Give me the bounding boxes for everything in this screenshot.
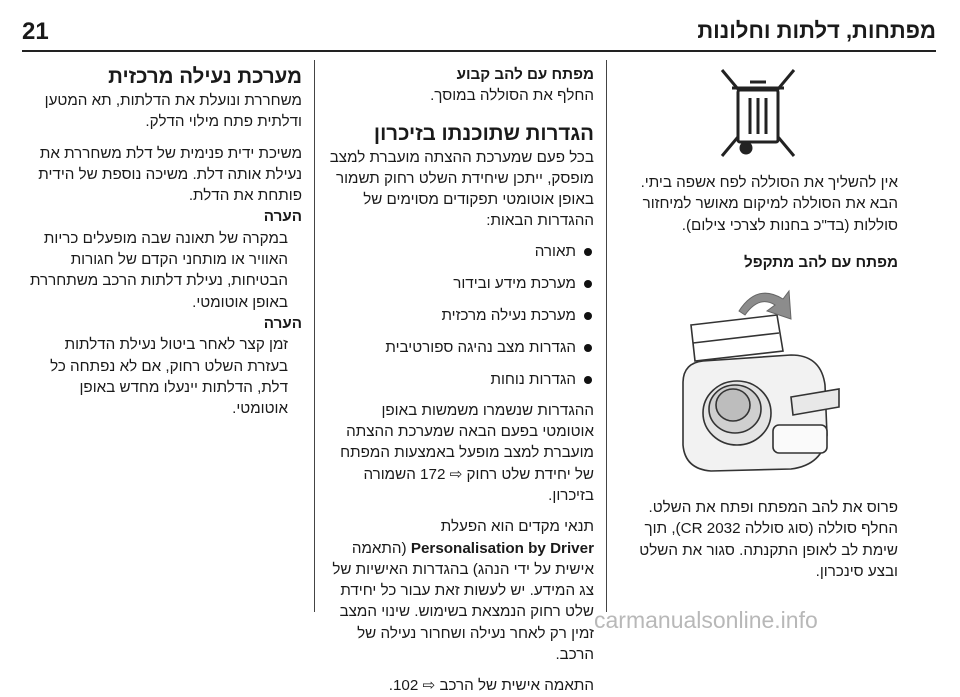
folding-blade-key-subheading: מפתח עם להב מתקפל <box>744 253 898 271</box>
crossed-out-bin-icon <box>708 64 808 164</box>
column-divider <box>314 60 315 612</box>
settings-list <box>326 236 594 396</box>
running-head: מפתחות, דלתות וחלונות <box>697 18 936 43</box>
list-item: תאורה <box>326 236 594 268</box>
memorised-settings-heading: הגדרות שתוכנתו בזיכרון <box>373 121 594 145</box>
fixed-blade-key-subheading: מפתח עם להב קבוע <box>456 66 594 83</box>
saved-settings-paragraph: ההגדרות שנשמרו משמשות באופן אוטומטי בפעם הבאה שמערכת ההצתה מועברת למצב מופעל באמצעות המפתח של יחידת שלט רחוק ⇨ 172 השמורה בזיכרון. <box>340 401 594 504</box>
note-text: במקרה של תאונה שבה מופעלים כריות האוויר או מותחני הקדם של חגורות הבטיחות, נעילת דלתות הרכב משתחררת באופן אוטומטי. <box>30 229 288 311</box>
column-right <box>26 64 302 419</box>
key-battery-illustration <box>673 285 843 485</box>
battery-disposal-paragraph: אין להשליך את הסוללה לפח אשפה ביתי. הבא את הסוללה למיקום מאושר למיחזור סוללות (בד"כ בחנות לצרכי צילום). <box>640 174 898 234</box>
vehicle-personalisation-reference: התאמה אישית של הרכב ⇨ 102. <box>388 677 594 695</box>
personalisation-term: Personalisation by Driver <box>410 539 594 557</box>
note-title: הערה <box>263 208 302 226</box>
battery-replacement-paragraph: פרוס את להב המפתח ופתח את השלט. החלף סוללה (סוג סוללה CR 2032), תוך שימת לב לאופן התקנתה. סגור את השלט ובצע סינכרון. <box>639 499 898 581</box>
memorised-settings-paragraph: בכל פעם שמערכת ההצתה מועברת למצב מופסק, ייתכן שיחידת השלט רחוק תשמור באופן אוטומטי תפקודים מסוימים של ההגדרות הבאות: <box>329 148 594 230</box>
list-item: מערכת מידע ובידור <box>326 268 594 300</box>
page-header <box>22 18 936 48</box>
column-divider <box>606 60 607 612</box>
central-locking-paragraph: משחררת ונועלת את הדלתות, תא המטען ודלתית פתח מילוי הדלק. <box>44 92 302 131</box>
note-title: הערה <box>263 314 302 332</box>
list-item: הגדרות מצב נהיגה ספורטיבית <box>326 332 594 364</box>
central-locking-heading: מערכת נעילה מרכזית <box>108 65 302 88</box>
inner-handle-paragraph: משיכת ידית פנימית של דלת משחררת את נעילת אותה דלת. משיכה נוספת של הידית פותחת את הדלת. <box>38 144 302 205</box>
prerequisite-text: תנאי מקדים הוא הפעלת <box>440 518 594 536</box>
personalisation-text: (התאמה אישית על ידי הנהג) בהגדרות האישיות של צג המידע. יש לעשות זאת עבור כל יחידת שלט רחוק הנמצאת בשימוש. שינוי המצב זמין רק לאחר נעילה ושחרור נעילה של הרכב. <box>332 539 594 664</box>
note-text: זמן קצר לאחר ביטול נעילת הדלתות בעזרת השלט רחוק, אם לא נפתחה כל דלת, הדלתות יינעלו מחדש באופן אוטומטי. <box>50 336 288 418</box>
column-left <box>618 64 898 582</box>
fixed-blade-key-text: החלף את הסוללה במוסך. <box>430 87 594 105</box>
list-item: מערכת נעילה מרכזית <box>326 300 594 332</box>
page-number: 21 <box>22 18 49 45</box>
personalisation-paragraph <box>326 516 594 665</box>
column-middle <box>326 64 594 697</box>
watermark: carmanualsonline.info <box>594 607 818 633</box>
list-item: הגדרות נוחות <box>326 364 594 396</box>
header-rule <box>22 50 936 52</box>
